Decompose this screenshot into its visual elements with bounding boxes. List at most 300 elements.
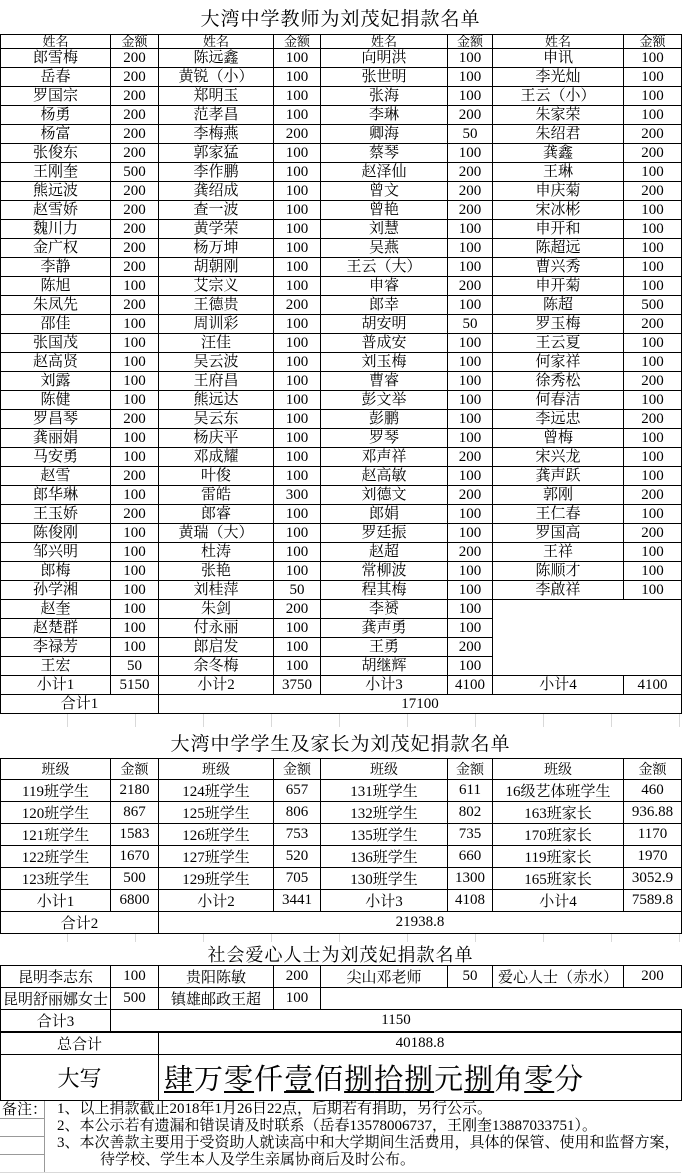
donor-name-cell: 罗廷振: [321, 524, 448, 543]
amount-cell: 100: [448, 296, 493, 315]
donor-name-cell: 普成安: [321, 334, 448, 353]
amount-cell: 100: [111, 391, 159, 410]
amount-in-words-row: [1, 1055, 682, 1101]
donor-name-cell: 120班学生: [1, 802, 111, 824]
donor-name-cell: 罗昌琴: [1, 410, 111, 429]
donor-name-cell: 艾宗义: [159, 277, 274, 296]
donor-name-cell: 向明洪: [321, 49, 448, 68]
amount-cell: 200: [448, 277, 493, 296]
amount-cell: 100: [111, 277, 159, 296]
amount-cell: 100: [624, 505, 682, 524]
note-line: 1、以上捐款截止2018年1月26日22点，后期若有捐助，另行公示。: [57, 1101, 493, 1117]
daxie-char: 捌: [404, 1064, 435, 1096]
table-row: [1, 296, 682, 315]
donor-name-cell: 陈健: [1, 391, 111, 410]
amount-cell: 100: [111, 966, 159, 988]
grid-gap-strip: [0, 714, 681, 727]
table-row: [1, 239, 682, 258]
amount-cell: 806: [274, 802, 321, 824]
donor-name-cell: 刘桂萍: [159, 581, 274, 600]
amount-cell: 100: [624, 467, 682, 486]
amount-cell: 100: [448, 220, 493, 239]
amount-cell: 660: [448, 846, 493, 868]
donor-name-cell: 申开菊: [493, 277, 624, 296]
table-row: [1, 334, 682, 353]
column-header-amount: 金额: [448, 759, 493, 780]
donor-name-cell: 曾艳: [321, 201, 448, 220]
students-table-title: 大湾中学学生及家长为刘茂妃捐款名单: [170, 734, 511, 755]
amount-cell: 200: [111, 144, 159, 163]
amount-cell: 867: [111, 802, 159, 824]
amount-cell: 100: [274, 220, 321, 239]
amount-cell: 100: [448, 581, 493, 600]
donor-name-cell: 王云夏: [493, 334, 624, 353]
amount-cell: 100: [624, 239, 682, 258]
donor-name-cell: 朱家荣: [493, 106, 624, 125]
donor-name-cell: 邵佳: [1, 315, 111, 334]
donor-name-cell: 王府昌: [159, 372, 274, 391]
amount-cell: 100: [448, 467, 493, 486]
amount-cell: 200: [448, 543, 493, 562]
amount-cell: 100: [274, 182, 321, 201]
daxie-char: 壹: [284, 1064, 315, 1096]
donor-name-cell: 125班学生: [159, 802, 274, 824]
table-row: [1, 277, 682, 296]
amount-cell: 100: [274, 315, 321, 334]
table-row: [1, 372, 682, 391]
empty-cell: [321, 988, 682, 1010]
amount-cell: 100: [274, 144, 321, 163]
amount-cell: 100: [624, 277, 682, 296]
amount-cell: 200: [448, 448, 493, 467]
donor-name-cell: 李琳: [321, 106, 448, 125]
amount-cell: 200: [111, 87, 159, 106]
table-row: [1, 201, 682, 220]
donor-name-cell: 曾文: [321, 182, 448, 201]
amount-cell: 100: [624, 543, 682, 562]
amount-cell: 100: [111, 619, 159, 638]
amount-cell: 100: [274, 239, 321, 258]
table-row: [1, 486, 682, 505]
amount-cell: 100: [111, 429, 159, 448]
amount-cell: 1583: [111, 824, 159, 846]
amount-cell: 100: [624, 106, 682, 125]
amount-cell: 500: [624, 296, 682, 315]
amount-cell: 100: [624, 163, 682, 182]
donor-name-cell: 申讯: [493, 49, 624, 68]
donor-name-cell: 朱凤先: [1, 296, 111, 315]
donor-name-cell: 胡安明: [321, 315, 448, 334]
amount-cell: 1300: [448, 868, 493, 890]
notes-grid-cell: [0, 1155, 44, 1172]
grand-total-value: 40188.8: [159, 1033, 682, 1055]
column-header-amount: 金额: [274, 759, 321, 780]
header-row: [1, 759, 682, 780]
total-label-cell: 合计2: [1, 912, 159, 934]
donor-name-cell: 龚鑫: [493, 144, 624, 163]
amount-cell: 100: [448, 68, 493, 87]
donor-name-cell: 123班学生: [1, 868, 111, 890]
amount-cell: 200: [624, 410, 682, 429]
table-row: [1, 505, 682, 524]
amount-cell: 100: [448, 600, 493, 619]
donor-name-cell: 王玉娇: [1, 505, 111, 524]
amount-cell: 200: [274, 600, 321, 619]
amount-cell: 100: [111, 448, 159, 467]
donor-name-cell: 陈超远: [493, 239, 624, 258]
total-row: [1, 1010, 682, 1032]
amount-cell: 100: [274, 988, 321, 1010]
notes-label-cell: [0, 1101, 48, 1119]
donor-name-cell: 赵泽仙: [321, 163, 448, 182]
donor-name-cell: 赵超: [321, 543, 448, 562]
donor-name-cell: 王云（大）: [321, 258, 448, 277]
donor-name-cell: 申庆菊: [493, 182, 624, 201]
amount-cell: 100: [624, 87, 682, 106]
amount-cell: 100: [448, 391, 493, 410]
amount-in-words-value: [159, 1055, 682, 1101]
donor-name-cell: 119班学生: [1, 780, 111, 802]
empty-cell: [493, 600, 682, 676]
donor-name-cell: 130班学生: [321, 868, 448, 890]
donor-name-cell: 黄锐（小）: [159, 68, 274, 87]
donor-name-cell: 朱剑: [159, 600, 274, 619]
donor-name-cell: 罗琴: [321, 429, 448, 448]
amount-cell: 735: [448, 824, 493, 846]
donor-name-cell: 何家祥: [493, 353, 624, 372]
donor-name-cell: 郎睿: [159, 505, 274, 524]
note-line: 待学校、学生本人及学生亲属协商后及时公布。: [100, 1152, 416, 1168]
donor-name-cell: 胡朝刚: [159, 258, 274, 277]
donor-name-cell: 李作鹏: [159, 163, 274, 182]
amount-cell: 100: [274, 562, 321, 581]
donor-name-cell: 汪佳: [159, 334, 274, 353]
donor-name-cell: 彭鹏: [321, 410, 448, 429]
amount-cell: 100: [274, 372, 321, 391]
column-header-name: 班级: [321, 759, 448, 780]
donor-name-cell: 贵阳陈敏: [159, 966, 274, 988]
donor-name-cell: 爱心人士（赤水）: [493, 966, 624, 988]
donor-name-cell: 赵楚群: [1, 619, 111, 638]
table-row: [1, 410, 682, 429]
amount-cell: 936.88: [624, 802, 682, 824]
table-row: [1, 824, 682, 846]
amount-cell: 802: [448, 802, 493, 824]
table-row: [1, 353, 682, 372]
donor-name-cell: 魏川力: [1, 220, 111, 239]
amount-cell: 100: [624, 68, 682, 87]
amount-cell: 200: [624, 182, 682, 201]
donor-name-cell: 郎启发: [159, 638, 274, 657]
column-header-amount: 金额: [448, 35, 493, 49]
amount-cell: 100: [274, 391, 321, 410]
amount-cell: 100: [274, 277, 321, 296]
daxie-char: 万: [194, 1064, 225, 1096]
notes-label: 备注：: [2, 1102, 48, 1118]
column-header-amount: 金额: [624, 759, 682, 780]
amount-cell: 200: [111, 125, 159, 144]
donor-name-cell: 余冬梅: [159, 657, 274, 676]
table-row: [1, 106, 682, 125]
table-row: [1, 391, 682, 410]
subtotal-label-cell: 小计4: [493, 676, 624, 695]
amount-cell: 520: [274, 846, 321, 868]
amount-cell: 100: [274, 524, 321, 543]
subtotal-label-cell: 小计1: [1, 890, 111, 912]
amount-cell: 100: [111, 524, 159, 543]
amount-cell: 2180: [111, 780, 159, 802]
table-row: [1, 87, 682, 106]
donor-name-cell: 李啟祥: [493, 581, 624, 600]
amount-cell: 100: [624, 220, 682, 239]
column-header-name: 班级: [493, 759, 624, 780]
amount-cell: 200: [111, 220, 159, 239]
total-label-cell: 合计3: [1, 1010, 111, 1032]
donor-name-cell: 镇雄邮政王超: [159, 988, 274, 1010]
table-row: [1, 429, 682, 448]
amount-cell: 100: [448, 258, 493, 277]
amount-cell: 100: [274, 87, 321, 106]
donor-name-cell: 刘露: [1, 372, 111, 391]
donor-name-cell: 张世明: [321, 68, 448, 87]
daxie-char: 肆: [164, 1064, 195, 1096]
table-row: [1, 562, 682, 581]
donor-name-cell: 雷皓: [159, 486, 274, 505]
amount-cell: 200: [624, 144, 682, 163]
subtotal-row: [1, 676, 682, 695]
note-line: 2、本公示若有遗漏和错误请及时联系（岳春13578006737，王刚奎13887033751）。: [57, 1118, 598, 1134]
donor-name-cell: 黄学荣: [159, 220, 274, 239]
amount-cell: 100: [274, 410, 321, 429]
amount-cell: 100: [448, 562, 493, 581]
donor-name-cell: 黄瑞（大）: [159, 524, 274, 543]
amount-cell: 100: [624, 391, 682, 410]
notes-grid-cell: [0, 1137, 44, 1155]
amount-cell: 100: [274, 163, 321, 182]
donor-name-cell: 135班学生: [321, 824, 448, 846]
amount-cell: 100: [448, 239, 493, 258]
column-header-name: 姓名: [321, 35, 448, 49]
donor-name-cell: 蔡琴: [321, 144, 448, 163]
donor-name-cell: 邓成耀: [159, 448, 274, 467]
daxie-char: 仟: [254, 1064, 285, 1096]
grand-total-row: [1, 1033, 682, 1055]
donor-name-cell: 陈顺才: [493, 562, 624, 581]
donor-name-cell: 吴云东: [159, 410, 274, 429]
students-donation-table: [0, 758, 682, 934]
donor-name-cell: 王仁春: [493, 505, 624, 524]
amount-cell: 50: [274, 581, 321, 600]
amount-cell: 100: [624, 448, 682, 467]
donor-name-cell: 孙学湘: [1, 581, 111, 600]
header-row: [1, 35, 682, 49]
donor-name-cell: 何春洁: [493, 391, 624, 410]
amount-cell: 100: [111, 600, 159, 619]
donor-name-cell: 常柳波: [321, 562, 448, 581]
amount-cell: 100: [111, 315, 159, 334]
table-row: [1, 543, 682, 562]
daxie-char: 角: [494, 1064, 525, 1096]
table-row: [1, 448, 682, 467]
table-row: [1, 846, 682, 868]
amount-in-words-label: 大写: [1, 1055, 159, 1101]
donor-name-cell: 陈俊刚: [1, 524, 111, 543]
donor-name-cell: 熊远达: [159, 391, 274, 410]
amount-cell: 200: [448, 163, 493, 182]
amount-cell: 100: [111, 486, 159, 505]
subtotal-value-cell: 4100: [624, 676, 682, 695]
donor-name-cell: 杨万坤: [159, 239, 274, 258]
donor-name-cell: 119班家长: [493, 846, 624, 868]
table-row: [1, 780, 682, 802]
donor-name-cell: 胡继辉: [321, 657, 448, 676]
daxie-char: 拾: [374, 1064, 405, 1096]
amount-cell: 100: [624, 334, 682, 353]
amount-cell: 100: [448, 505, 493, 524]
donor-name-cell: 程其梅: [321, 581, 448, 600]
column-header-amount: 金额: [274, 35, 321, 49]
donor-name-cell: 赵奎: [1, 600, 111, 619]
subtotal-label-cell: 小计3: [321, 890, 448, 912]
donor-name-cell: 邹兴明: [1, 543, 111, 562]
subtotal-value-cell: 4100: [448, 676, 493, 695]
donor-name-cell: 吴云波: [159, 353, 274, 372]
notes-section: [0, 1101, 681, 1173]
donor-name-cell: 132班学生: [321, 802, 448, 824]
donor-name-cell: 杨富: [1, 125, 111, 144]
donor-name-cell: 罗国宗: [1, 87, 111, 106]
amount-cell: 100: [448, 87, 493, 106]
amount-cell: 200: [624, 372, 682, 391]
table-row: [1, 182, 682, 201]
donor-name-cell: 申开和: [493, 220, 624, 239]
notes-body: [45, 1101, 681, 1172]
donor-name-cell: 卿海: [321, 125, 448, 144]
grand-total-label: 总合计: [1, 1033, 159, 1055]
amount-cell: 200: [111, 239, 159, 258]
amount-cell: 200: [274, 966, 321, 988]
donor-name-cell: 王云（小）: [493, 87, 624, 106]
donor-name-cell: 王祥: [493, 543, 624, 562]
subtotal-row: [1, 890, 682, 912]
donor-name-cell: 朱绍君: [493, 125, 624, 144]
donor-name-cell: 李禄芳: [1, 638, 111, 657]
donor-name-cell: 龚丽娟: [1, 429, 111, 448]
table-row: [1, 49, 682, 68]
total-value-cell: 17100: [159, 695, 682, 714]
donor-name-cell: 马安勇: [1, 448, 111, 467]
amount-cell: 100: [111, 543, 159, 562]
donor-name-cell: 李远忠: [493, 410, 624, 429]
amount-cell: 100: [448, 619, 493, 638]
donor-name-cell: 曹睿: [321, 372, 448, 391]
donor-name-cell: 郑明玉: [159, 87, 274, 106]
amount-cell: 200: [274, 125, 321, 144]
notes-grid-cell: [0, 1119, 44, 1137]
donor-name-cell: 郭家猛: [159, 144, 274, 163]
amount-cell: 657: [274, 780, 321, 802]
subtotal-value-cell: 7589.8: [624, 890, 682, 912]
amount-cell: 1670: [111, 846, 159, 868]
amount-cell: 100: [111, 353, 159, 372]
amount-cell: 200: [448, 486, 493, 505]
note-line: 3、本次善款主要用于受资助人就读高中和大学期间生活费用，具体的保管、使用和监督方案，: [57, 1135, 680, 1151]
amount-cell: 200: [111, 49, 159, 68]
donor-name-cell: 165班家长: [493, 868, 624, 890]
donor-name-cell: 徐秀松: [493, 372, 624, 391]
donor-name-cell: 16级艺体班学生: [493, 780, 624, 802]
donor-name-cell: 宋兴龙: [493, 448, 624, 467]
amount-cell: 100: [274, 353, 321, 372]
amount-cell: 100: [111, 638, 159, 657]
donor-name-cell: 郭刚: [493, 486, 624, 505]
amount-cell: 100: [274, 429, 321, 448]
donor-name-cell: 刘慧: [321, 220, 448, 239]
daxie-char: 佰: [314, 1064, 345, 1096]
amount-cell: 100: [624, 201, 682, 220]
column-header-name: 班级: [1, 759, 111, 780]
amount-cell: 200: [624, 966, 682, 988]
amount-cell: 100: [274, 49, 321, 68]
amount-cell: 460: [624, 780, 682, 802]
amount-cell: 3052.9: [624, 868, 682, 890]
amount-cell: 200: [274, 296, 321, 315]
amount-cell: 100: [274, 467, 321, 486]
amount-cell: 500: [111, 163, 159, 182]
donor-name-cell: 周训彩: [159, 315, 274, 334]
amount-cell: 200: [111, 106, 159, 125]
donor-name-cell: 龚声跃: [493, 467, 624, 486]
notes-label-column: [0, 1101, 48, 1172]
amount-cell: 200: [448, 201, 493, 220]
donor-name-cell: 136班学生: [321, 846, 448, 868]
subtotal-value-cell: 5150: [111, 676, 159, 695]
daxie-char: 分: [554, 1064, 585, 1096]
amount-cell: 100: [448, 49, 493, 68]
amount-cell: 100: [448, 144, 493, 163]
table-row: [1, 144, 682, 163]
amount-cell: 200: [111, 258, 159, 277]
teachers-donation-table: [0, 34, 682, 714]
donor-name-cell: 付永丽: [159, 619, 274, 638]
donor-name-cell: 杜涛: [159, 543, 274, 562]
amount-cell: 200: [111, 68, 159, 87]
donor-name-cell: 李梅燕: [159, 125, 274, 144]
donor-name-cell: 121班学生: [1, 824, 111, 846]
amount-cell: 100: [274, 68, 321, 87]
amount-cell: 200: [111, 296, 159, 315]
amount-cell: 200: [624, 524, 682, 543]
daxie-char: 捌: [344, 1064, 375, 1096]
donor-name-cell: 陈旭: [1, 277, 111, 296]
donor-name-cell: 郎梅: [1, 562, 111, 581]
donor-name-cell: 张国茂: [1, 334, 111, 353]
donor-name-cell: 宋冰彬: [493, 201, 624, 220]
amount-cell: 100: [274, 448, 321, 467]
donor-name-cell: 罗玉梅: [493, 315, 624, 334]
donor-name-cell: 陈远鑫: [159, 49, 274, 68]
amount-cell: 100: [448, 429, 493, 448]
donor-name-cell: 王宏: [1, 657, 111, 676]
amount-cell: 100: [448, 657, 493, 676]
subtotal-label-cell: 小计2: [159, 676, 274, 695]
amount-cell: 100: [448, 353, 493, 372]
daxie-char: 捌: [464, 1064, 495, 1096]
amount-cell: 100: [111, 372, 159, 391]
table-row: [1, 315, 682, 334]
donor-name-cell: 叶俊: [159, 467, 274, 486]
donor-name-cell: 赵高贤: [1, 353, 111, 372]
